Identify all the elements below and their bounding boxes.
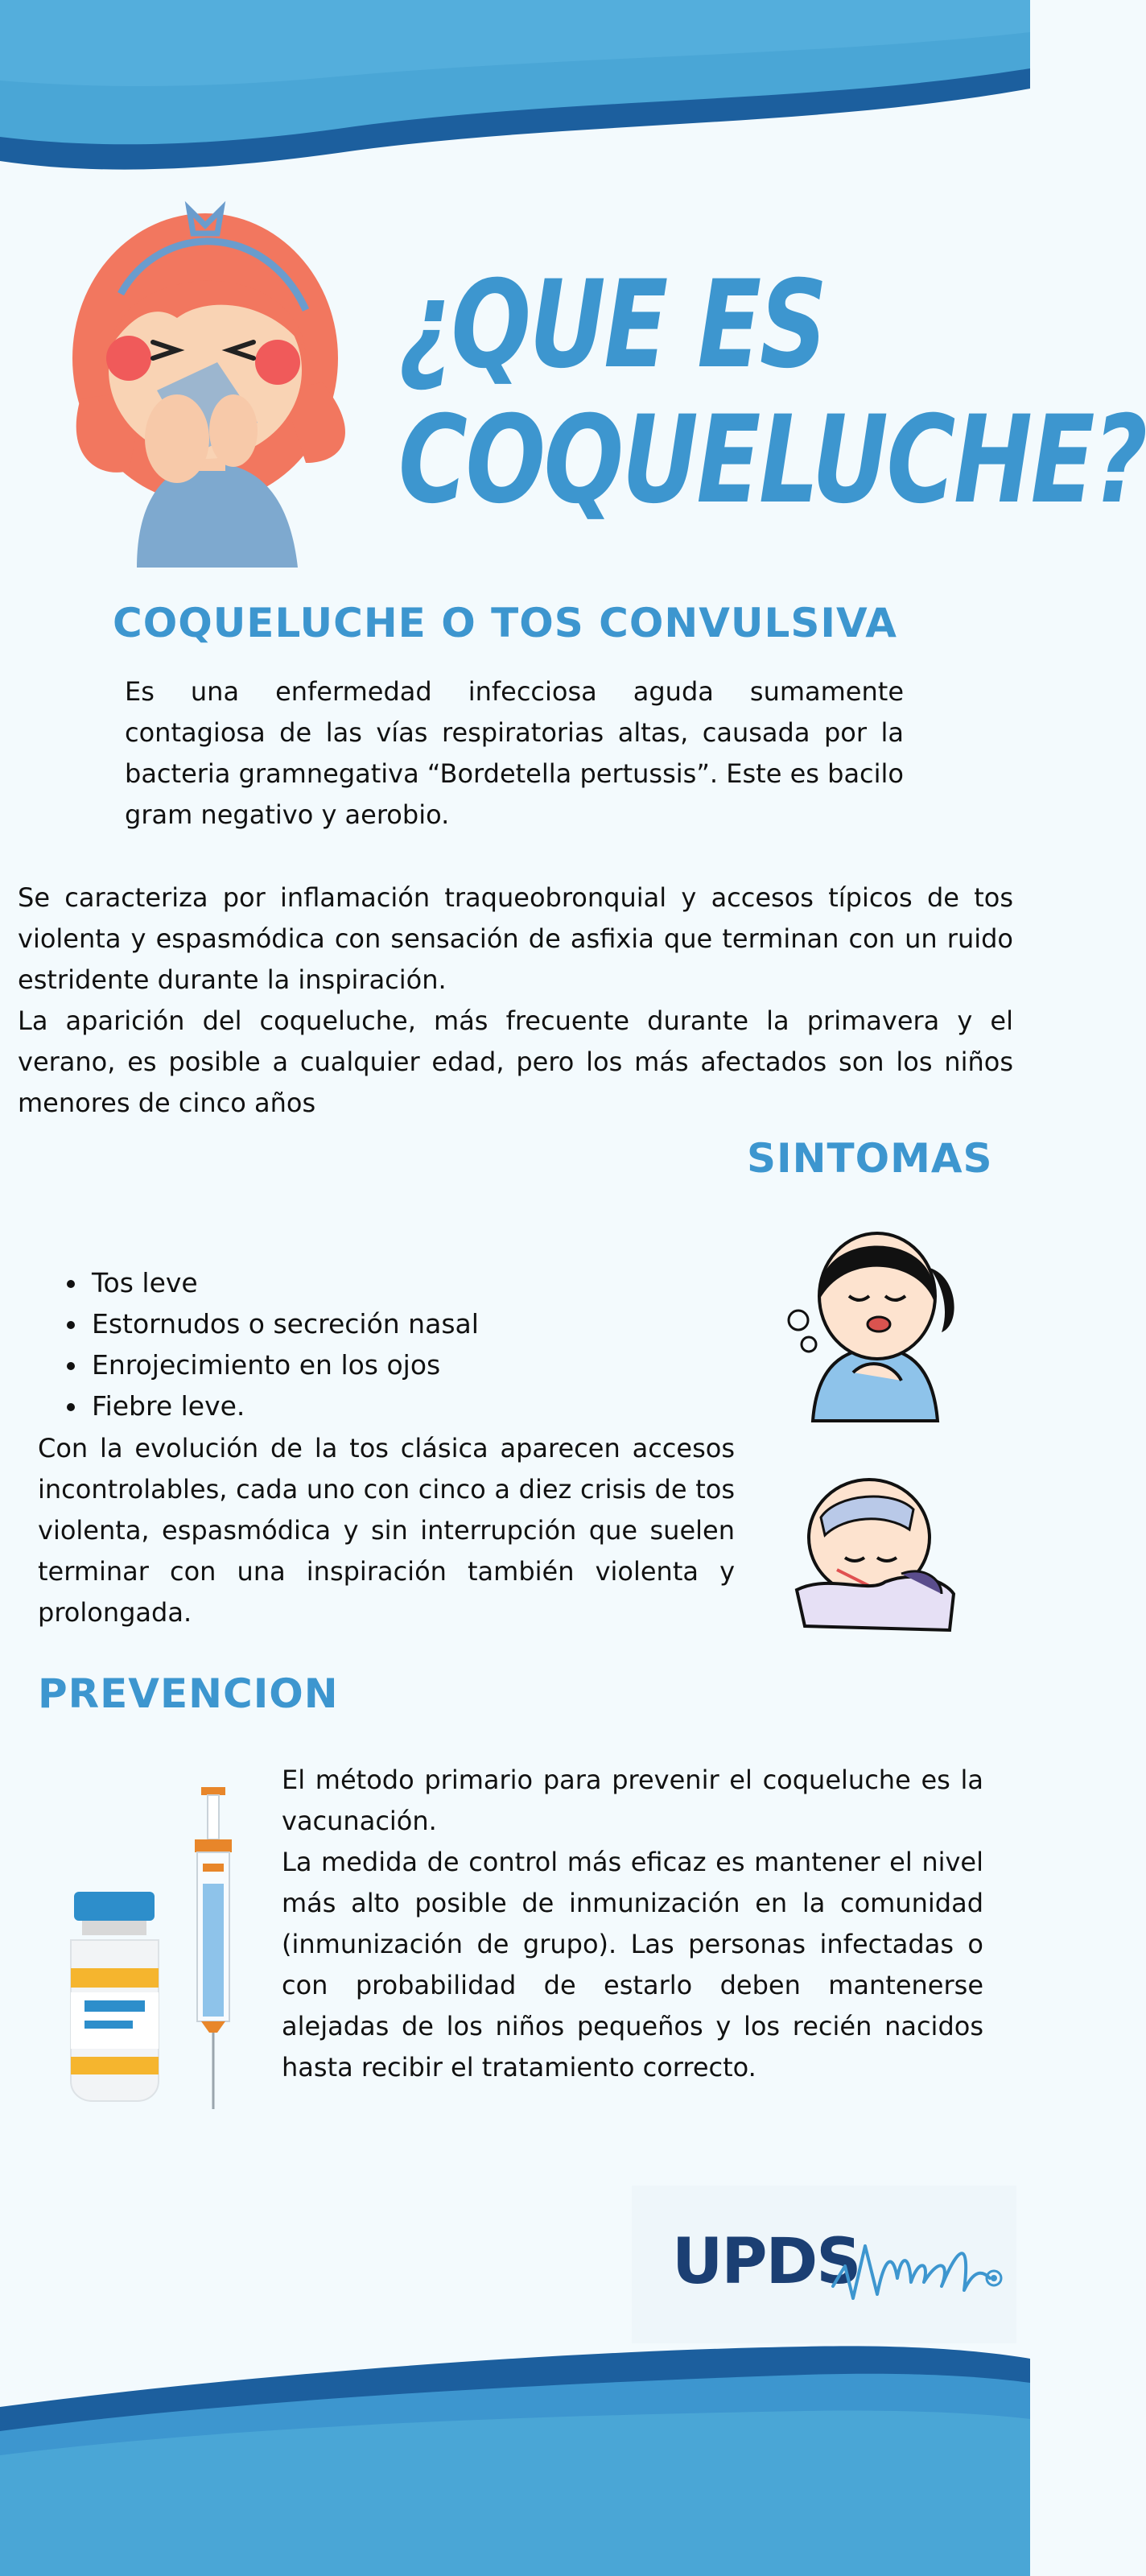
symptoms-list [48, 1262, 479, 1426]
symptom-item: • Estornudos o secreción nasal [89, 1303, 479, 1344]
bottom-wave-decoration [0, 2334, 1030, 2576]
top-wave-decoration [0, 0, 1030, 193]
symptoms-paragraph [38, 1428, 735, 1633]
symptoms-text: Con la evolución de la tos clásica aparecen accesos incontrolables, cada uno con cinco a diez crisis de tos violenta, espasmódica y sin interrupción que suelen terminar con una inspiración también violenta y prolongada. [38, 1433, 735, 1628]
sick-child-in-bed-icon [781, 1461, 962, 1634]
intro-heading: COQUELUCHE O TOS CONVULSIVA [113, 600, 897, 646]
description-section [18, 877, 1013, 1124]
intro-paragraph [125, 671, 904, 836]
logo-script-icon [829, 2222, 1006, 2310]
vaccine-vial-icon [64, 1892, 165, 2101]
description-p2: La aparición del coqueluche, más frecuente durante la primavera y el verano, es posible a cualquier edad, pero los más afectados son los niños menores de cinco años [18, 1005, 1013, 1118]
symptoms-heading: SINTOMAS [747, 1135, 993, 1182]
sick-girl-icon [781, 1212, 966, 1421]
prevention-p2: La medida de control más eficaz es mantener el nivel más alto posible de inmunización en la comunidad (inmunización de grupo). Las personas infectadas o con probabilidad de estarlo deben mantenerse alejadas de los niños pequeños y los recién nacidos hasta recibir el tratamiento correcto. [282, 1847, 983, 2083]
symptom-item: • Fiebre leve. [89, 1385, 479, 1426]
symptom-item: • Enrojecimiento en los ojos [89, 1344, 479, 1385]
logo-brand: UPDS [672, 2226, 860, 2298]
page-title-line1: ¿QUE ES [398, 255, 826, 395]
page-title [398, 255, 1146, 530]
description-p1: Se caracteriza por inflamación traqueobronquial y accesos típicos de tos violenta y espasmódica con sensación de asfixia que terminan con un ruido estridente durante la inspiración. [18, 882, 1013, 995]
symptom-item: • Tos leve [89, 1262, 479, 1303]
prevention-p1: El método primario para prevenir el coqueluche es la vacunación. [282, 1765, 983, 1836]
prevention-paragraph [282, 1760, 983, 2088]
prevention-heading: PREVENCION [38, 1670, 339, 1717]
intro-text: Es una enfermedad infecciosa aguda sumamente contagiosa de las vías respiratorias altas, causada por la bacteria gramnegativa “Bordetella pertussis”. Este es bacilo gram negativo y aerobio. [125, 676, 904, 830]
syringe-icon [185, 1787, 241, 2109]
upds-logo [632, 2186, 1016, 2343]
page-title-line2: COQUELUCHE? [398, 390, 1146, 530]
coughing-girl-icon [48, 189, 370, 568]
